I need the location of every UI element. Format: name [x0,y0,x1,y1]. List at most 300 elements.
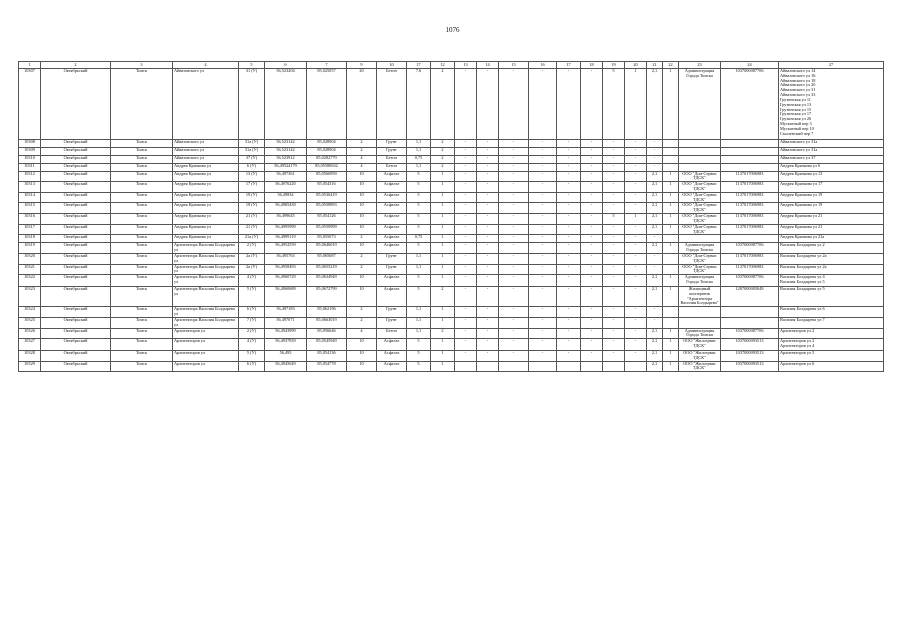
cell-v15: - [499,339,529,351]
cell-v17: 5 [407,203,431,214]
cell-v15: - [499,317,529,328]
address-line: Айвазовского ул 31а [780,147,818,152]
cell-id: 10324 [19,307,41,318]
cell-street: Архитектора Василия Болдырева ул [173,243,239,254]
cell-area: 2 [347,139,377,147]
cell-v17: 5 [407,361,431,372]
cell-v18: - [581,350,603,361]
cell-city: Томск [111,171,173,182]
cell-district: Октябрьский [41,69,111,140]
cell-area: 10 [347,275,377,287]
cell-id: 10322 [19,275,41,287]
cell-lon: 85,028904 [307,147,347,155]
cell-no: 2 (У) [239,328,265,339]
cell-inn [721,139,779,147]
cell-inn: 1037000093513 [721,350,779,361]
cell-surface: Асфальт [377,182,407,193]
address-line: Айвазовского ул 16 [780,72,816,78]
cell-v16: - [529,264,557,275]
cell-v16: - [529,328,557,339]
cell-v19: - [603,192,625,203]
cell-street: Андрея Крячкова ул [173,224,239,235]
cell-v21: - [647,155,663,163]
cell-street: Архитектора Василия Болдырева ул [173,307,239,318]
cell-v22 [663,317,679,328]
column-header: 16 [529,62,557,69]
cell-v17b: - [557,192,581,203]
cell-v17: 7,6 [407,69,431,140]
cell-inn: 1137017006983 [721,253,779,264]
cell-owner [679,317,721,328]
cell-v22 [663,264,679,275]
cell-v19: - [603,317,625,328]
cell-v17: 5 [407,192,431,203]
cell-v12: 2 [431,328,455,339]
cell-v20: - [625,182,647,193]
cell-district: Октябрьский [41,171,111,182]
cell-street: Андрея Крячкова ул [173,203,239,214]
cell-v13: - [455,147,477,155]
cell-v20: - [625,235,647,243]
cell-v14: - [477,214,499,225]
cell-inn: 1037000087706 [721,69,779,140]
cell-inn: 1037000087706 [721,243,779,254]
cell-v20: - [625,339,647,351]
cell-v18: - [581,287,603,307]
address-line: Архитекторов ул 2 [780,338,815,344]
cell-v15: - [499,139,529,147]
cell-v14: - [477,147,499,155]
cell-v12: 1 [431,224,455,235]
address-line: Айвазовского ул 31а [780,139,818,144]
cell-v17b: - [557,147,581,155]
cell-area: 10 [347,361,377,372]
cell-v22 [663,307,679,318]
address-line: Айвазовского ул 37 [780,155,816,160]
cell-lon: 85,025057 [307,69,347,140]
cell-v17b: - [557,182,581,193]
table-row [19,235,884,243]
address-line: Архитекторов ул 4 [780,342,815,348]
cell-id: 10317 [19,224,41,235]
cell-lon: 85,0634949 [307,275,347,287]
column-header: 6 [265,62,307,69]
cell-lon: 85,062196 [307,307,347,318]
cell-lon: 85,056646 [307,328,347,339]
cell-v19: 5 [603,214,625,225]
cell-v14: - [477,192,499,203]
cell-v17: 1,1 [407,147,431,155]
cell-v16: - [529,253,557,264]
cell-v21: 2,1 [647,287,663,307]
cell-v21: 2,1 [647,182,663,193]
cell-no: 17 (У) [239,182,265,193]
cell-v18: - [581,182,603,193]
cell-surface: Асфальт [377,235,407,243]
cell-lat: 56,4952559 [265,243,307,254]
cell-v12: 1 [431,203,455,214]
cell-v14: - [477,264,499,275]
cell-lon: 85,028904 [307,139,347,147]
cell-v14: - [477,328,499,339]
cell-v20: - [625,203,647,214]
column-header: 23 [679,62,721,69]
cell-v20: - [625,171,647,182]
cell-v14: - [477,317,499,328]
cell-v13: - [455,155,477,163]
cell-district: Октябрьский [41,139,111,147]
cell-v13: - [455,163,477,171]
cell-surface: Асфальт [377,224,407,235]
address-line: Архитекторов ул 5 [780,350,815,355]
cell-v22: 1 [663,350,679,361]
cell-v16: - [529,287,557,307]
cell-v18: - [581,69,603,140]
cell-v16: - [529,147,557,155]
cell-inn: 1037000093513 [721,361,779,372]
address-line: Андрея Крячкова ул 19 [780,202,823,208]
cell-owner: ООО "Жилсервис ТДСК" [679,361,721,372]
cell-addresses [779,275,884,287]
cell-v17: 0,75 [407,235,431,243]
cell-v15: - [499,163,529,171]
cell-area: 10 [347,339,377,351]
cell-owner [679,307,721,318]
cell-v12: 1 [431,307,455,318]
column-header: 27 [779,62,884,69]
cell-id: 10326 [19,328,41,339]
cell-v12: 1 [431,182,455,193]
cell-city: Томск [111,69,173,140]
cell-id: 10316 [19,214,41,225]
address-line: Грузинская ул 17 [780,111,812,117]
cell-city: Томск [111,350,173,361]
table-row [19,214,884,225]
cell-city: Томск [111,192,173,203]
column-header: 15 [499,62,529,69]
cell-inn: 1037000087706 [721,328,779,339]
cell-v17b: - [557,203,581,214]
cell-v21: 2,1 [647,214,663,225]
cell-street: Андрея Крячкова ул [173,214,239,225]
cell-lat: 56,4960729 [265,275,307,287]
cell-v18: - [581,224,603,235]
cell-v13: - [455,171,477,182]
cell-lon: 85,0566959 [307,171,347,182]
cell-v13: - [455,69,477,140]
cell-surface: Асфальт [377,243,407,254]
cell-v15: - [499,182,529,193]
cell-street: Архитекторов ул [173,339,239,351]
address-line: Андрея Крячкова ул 6 [780,163,821,168]
column-header: 2 [41,62,111,69]
cell-area: 10 [347,192,377,203]
cell-v14: - [477,203,499,214]
cell-lat: 56,497183 [265,307,307,318]
cell-v17: 5 [407,214,431,225]
cell-owner: Администрация Города Томска [679,243,721,254]
cell-lat: 56,523912 [265,155,307,163]
cell-v17: 1,1 [407,317,431,328]
cell-v18: - [581,317,603,328]
cell-district: Октябрьский [41,361,111,372]
cell-v19: - [603,171,625,182]
cell-v12: 1 [431,235,455,243]
cell-v18: - [581,275,603,287]
table-row [19,155,884,163]
cell-area: 10 [347,243,377,254]
cell-v17: 1,1 [407,163,431,171]
cell-id: 10321 [19,264,41,275]
cell-area: 4 [347,155,377,163]
cell-v13: - [455,203,477,214]
table-row [19,182,884,193]
cell-v12: 1 [431,339,455,351]
address-line: Смоленский пер 7 [780,130,814,136]
cell-v15: - [499,328,529,339]
cell-v16 [529,361,557,372]
cell-v19: 5 [603,69,625,140]
cell-inn: 1037000093513 [721,339,779,351]
cell-addresses [779,224,884,235]
cell-lon: 85,054126 [307,214,347,225]
cell-surface: Бетон [377,69,407,140]
cell-addresses [779,264,884,275]
cell-lat: 56,523204 [265,69,307,140]
cell-v12: 1 [431,253,455,264]
cell-v19: - [603,328,625,339]
cell-v13: - [455,350,477,361]
cell-owner: ООО "Дом-Сервис ТДСК" [679,253,721,264]
cell-area: 2 [347,264,377,275]
address-line: Андрея Крячкова ул 21 [780,213,823,219]
cell-city: Томск [111,147,173,155]
cell-v21: - [647,147,663,155]
cell-v17: 5 [407,350,431,361]
cell-no: 7 (У) [239,317,265,328]
cell-v19: - [603,139,625,147]
cell-v21: 2,1 [647,171,663,182]
cell-v13 [455,361,477,372]
cell-v15: - [499,235,529,243]
cell-inn: 1207000005048 [721,287,779,307]
cell-id: 10325 [19,317,41,328]
cell-v19: - [603,182,625,193]
cell-v21: - [647,139,663,147]
cell-no: 13 (У) [239,171,265,182]
cell-street: Айвазовского ул [173,155,239,163]
cell-addresses [779,155,884,163]
cell-lon: 85,0672799 [307,287,347,307]
column-header: 21 [647,62,663,69]
cell-surface: Грунт [377,264,407,275]
cell-district: Октябрьский [41,275,111,287]
address-line: Андрея Крячкова ул 17 [780,181,823,187]
cell-v17b: - [557,243,581,254]
cell-area: 10 [347,224,377,235]
cell-lon: 85,054778 [307,361,347,372]
column-header: 13 [455,62,477,69]
cell-v17: 5 [407,243,431,254]
cell-id: 10308 [19,139,41,147]
cell-addresses [779,243,884,254]
cell-lat: 56,49834 [265,192,307,203]
table-row [19,139,884,147]
cell-no: 4 (У) [239,275,265,287]
cell-v22: 1 [663,214,679,225]
cell-owner: ООО "Дом-Сервис ТДСК" [679,224,721,235]
cell-street: Андрея Крячкова ул [173,182,239,193]
table-row [19,361,884,372]
cell-inn [721,163,779,171]
cell-v17b: - [557,317,581,328]
cell-v18: - [581,203,603,214]
cell-v20: - [625,192,647,203]
cell-v15: - [499,192,529,203]
column-header: 22 [663,62,679,69]
cell-v22: 1 [663,203,679,214]
cell-v21: 2,1 [647,350,663,361]
cell-district: Октябрьский [41,155,111,163]
cell-v16: - [529,182,557,193]
cell-district: Октябрьский [41,243,111,254]
cell-street: Андрея Крячкова ул [173,171,239,182]
cell-surface: Бетон [377,328,407,339]
cell-inn: 1137017006983 [721,182,779,193]
cell-surface: Асфальт [377,192,407,203]
cell-v12: 1 [431,275,455,287]
table-row [19,253,884,264]
cell-surface: Асфальт [377,203,407,214]
cell-v21: 2,1 [647,275,663,287]
cell-addresses [779,182,884,193]
cell-v14: - [477,253,499,264]
cell-no: 2а (У) [239,264,265,275]
cell-street: Андрея Крячкова ул [173,163,239,171]
cell-area: 20 [347,69,377,140]
cell-city: Томск [111,264,173,275]
cell-street: Архитекторов ул [173,361,239,372]
cell-v21: - [647,253,663,264]
cell-lon: 85,0282779 [307,155,347,163]
cell-city: Томск [111,214,173,225]
cell-no: 31а (У) [239,147,265,155]
cell-lat: 56,497361 [265,171,307,182]
table-row [19,163,884,171]
table-row [19,243,884,254]
cell-surface: Грунт [377,139,407,147]
cell-district: Октябрьский [41,307,111,318]
cell-addresses [779,171,884,182]
address-line: Андрея Крячкова ул 19 [780,192,823,197]
cell-id: 10309 [19,147,41,155]
cell-v20: - [625,253,647,264]
cell-city: Томск [111,317,173,328]
cell-owner: ООО "Дом-Сервис ТДСК" [679,264,721,275]
cell-city: Томск [111,253,173,264]
cell-v15: - [499,307,529,318]
cell-v15: - [499,287,529,307]
cell-surface: Асфальт [377,361,407,372]
cell-v12: 2 [431,139,455,147]
cell-v16: - [529,307,557,318]
cell-v22: 1 [663,361,679,372]
cell-addresses [779,192,884,203]
cell-id: 10315 [19,203,41,214]
cell-v20: - [625,350,647,361]
cell-v21: 2,1 [647,328,663,339]
cell-v15 [499,361,529,372]
cell-v12: 1 [431,361,455,372]
cell-v22: 1 [663,69,679,140]
column-header: 14 [477,62,499,69]
cell-owner: Жилищный кооператив "Архитектора Василия Болдырева" [679,287,721,307]
cell-v19: - [603,155,625,163]
cell-v19: - [603,235,625,243]
cell-inn: 1137017006983 [721,192,779,203]
cell-v20: - [625,307,647,318]
cell-surface: Асфальт [377,339,407,351]
cell-v17b: - [557,214,581,225]
cell-owner: ООО "Жилсервис ТДСК" [679,350,721,361]
cell-street: Архитектора Василия Болдырева ул [173,264,239,275]
cell-v20: - [625,317,647,328]
address-line: Василия Болдырева ул 4 [780,274,825,280]
table-row [19,147,884,155]
cell-no: 19 (У) [239,203,265,214]
cell-area: 2 [347,253,377,264]
cell-v17b: - [557,275,581,287]
cell-v21: 2,1 [647,192,663,203]
cell-v12: 2 [431,147,455,155]
cell-v20: 1 [625,69,647,140]
cell-lon: 85,054136 [307,350,347,361]
page-number: 1076 [445,26,460,34]
cell-v13: - [455,275,477,287]
cell-v17b: - [557,328,581,339]
cell-v17: 1,1 [407,328,431,339]
cell-v18: - [581,214,603,225]
cell-no: 6 (У) [239,361,265,372]
cell-v15: - [499,253,529,264]
address-line: Айвазовского ул 14 [780,68,816,73]
cell-no: 19 (У) [239,192,265,203]
cell-id: 10327 [19,339,41,351]
column-header: 10 [377,62,407,69]
cell-v19: - [603,307,625,318]
cell-v16: - [529,171,557,182]
cell-street: Архитектора Василия Болдырева ул [173,287,239,307]
cell-v13: - [455,264,477,275]
cell-area: 2 [347,317,377,328]
column-header: 7 [307,62,347,69]
address-line: Андрея Крячкова ул 13 [780,171,823,176]
cell-v22: 1 [663,287,679,307]
cell-v17: 5 [407,224,431,235]
cell-v18 [581,361,603,372]
cell-area: 2 [347,147,377,155]
cell-v12: 1 [431,214,455,225]
cell-no: 21а (У) [239,235,265,243]
cell-district: Октябрьский [41,253,111,264]
cell-v18: - [581,339,603,351]
cell-district: Октябрьский [41,182,111,193]
cell-v17b: - [557,139,581,147]
cell-v17: 1,1 [407,139,431,147]
cell-district: Октябрьский [41,350,111,361]
cell-v20 [625,361,647,372]
cell-v15: - [499,275,529,287]
